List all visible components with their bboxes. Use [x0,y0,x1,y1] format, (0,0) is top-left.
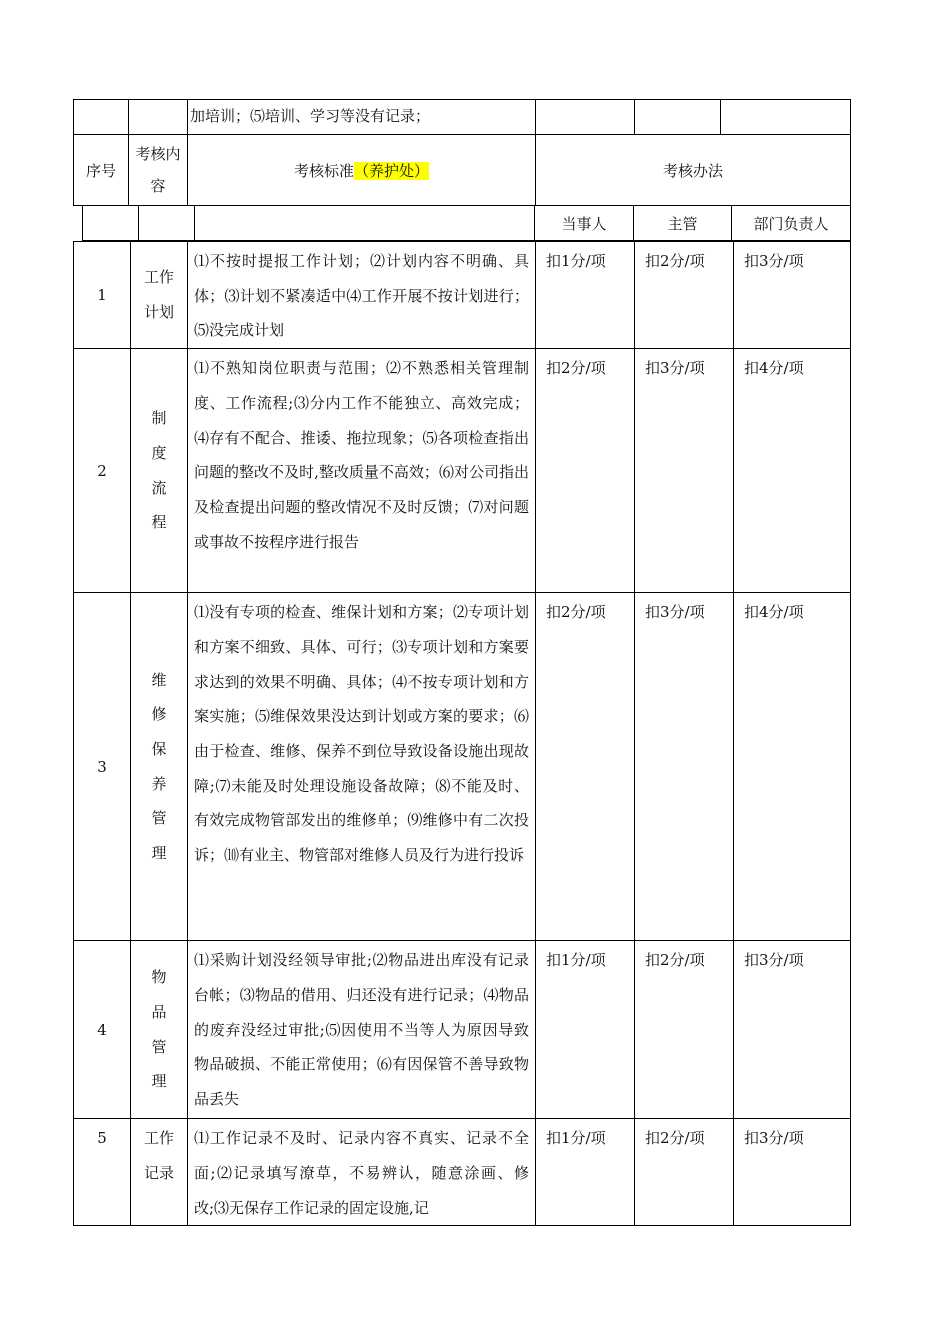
header-table [73,134,851,206]
row-content: 工作记录 [131,1119,188,1226]
row-number: 1 [74,242,131,349]
row-party-penalty: 扣1分/项 [536,1119,635,1226]
table-row [74,242,851,349]
row-dept-head-penalty: 扣4分/项 [734,349,851,593]
row-dept-head-penalty: 扣3分/项 [734,242,851,349]
cont-seq-cell [74,100,129,135]
assessment-table [73,241,851,1226]
row-content: 物品管理 [131,941,188,1119]
header-standard-prefix: 考核标准 [293,161,354,180]
sub-criteria-cell [195,206,535,241]
header-standard-highlight: （养护处） [354,161,430,180]
header-method: 考核办法 [536,135,851,206]
row-supervisor-penalty: 扣2分/项 [635,1119,734,1226]
header-party: 当事人 [535,206,634,241]
row-party-penalty: 扣1分/项 [536,941,635,1119]
table-row [74,941,851,1119]
row-number: 3 [74,593,131,941]
cont-criteria-cell: 加培训；⑸培训、学习等没有记录； [188,100,536,135]
row-party-penalty: 扣2分/项 [536,349,635,593]
cont-party-cell [536,100,635,135]
row-criteria: ⑴工作记录不及时、记录内容不真实、记录不全面;⑵记录填写潦草，不易辨认，随意涂画、修改;⑶无保存工作记录的固定设施,记 [188,1119,536,1226]
row-number: 2 [74,349,131,593]
header-seq: 序号 [74,135,129,206]
row-criteria: ⑴不熟知岗位职责与范围；⑵不熟悉相关管理制度、工作流程;⑶分内工作不能独立、高效完成；⑷存有不配合、推诿、拖拉现象；⑸各项检查指出问题的整改不及时,整改质量不高效；⑹对公司指出及检查提出问题的整改情况不及时反馈；⑺对问题或事故不按程序进行报告 [188,349,536,593]
row-number: 4 [74,941,131,1119]
row-supervisor-penalty: 扣3分/项 [635,593,734,941]
sub-seq-cell [83,206,139,241]
cont-supervisor-cell [635,100,721,135]
cont-content-cell [129,100,188,135]
cont-dept-cell [721,100,851,135]
subheader-table [82,205,851,241]
row-criteria: ⑴不按时提报工作计划；⑵计划内容不明确、具体；⑶计划不紧凑适中⑷工作开展不按计划进行；⑸没完成计划 [188,242,536,349]
row-supervisor-penalty: 扣3分/项 [635,349,734,593]
table-row [74,349,851,593]
row-party-penalty: 扣2分/项 [536,593,635,941]
row-supervisor-penalty: 扣2分/项 [635,242,734,349]
row-content: 工作计划 [131,242,188,349]
table-row [74,1119,851,1226]
sub-content-cell [139,206,195,241]
row-party-penalty: 扣1分/项 [536,242,635,349]
row-content: 维修保养管理 [131,593,188,941]
row-content: 制度流程 [131,349,188,593]
row-criteria: ⑴采购计划没经领导审批;⑵物品进出库没有记录台帐；⑶物品的借用、归还没有进行记录；⑷物品的废弃没经过审批;⑸因使用不当等人为原因导致物品破损、不能正常使用；⑹有因保管不善导致物品丢失 [188,941,536,1119]
row-number: 5 [74,1119,131,1226]
continuation-table [73,99,851,135]
table-row [74,593,851,941]
row-supervisor-penalty: 扣2分/项 [635,941,734,1119]
header-content: 考核内容 [129,135,188,206]
header-standard [188,135,536,206]
row-dept-head-penalty: 扣3分/项 [734,1119,851,1226]
row-criteria: ⑴没有专项的检查、维保计划和方案；⑵专项计划和方案不细致、具体、可行；⑶专项计划和方案要求达到的效果不明确、具体；⑷不按专项计划和方案实施；⑸维保效果没达到计划或方案的要求；⑹由于检查、维修、保养不到位导致设备设施出现故障;⑺未能及时处理设施设备故障；⑻不能及时、有效完成物管部发出的维修单；⑼维修中有二次投诉；⑽有业主、物管部对维修人员及行为进行投诉 [188,593,536,941]
row-dept-head-penalty: 扣4分/项 [734,593,851,941]
header-supervisor: 主管 [634,206,732,241]
row-dept-head-penalty: 扣3分/项 [734,941,851,1119]
header-dept-head: 部门负责人 [732,206,851,241]
